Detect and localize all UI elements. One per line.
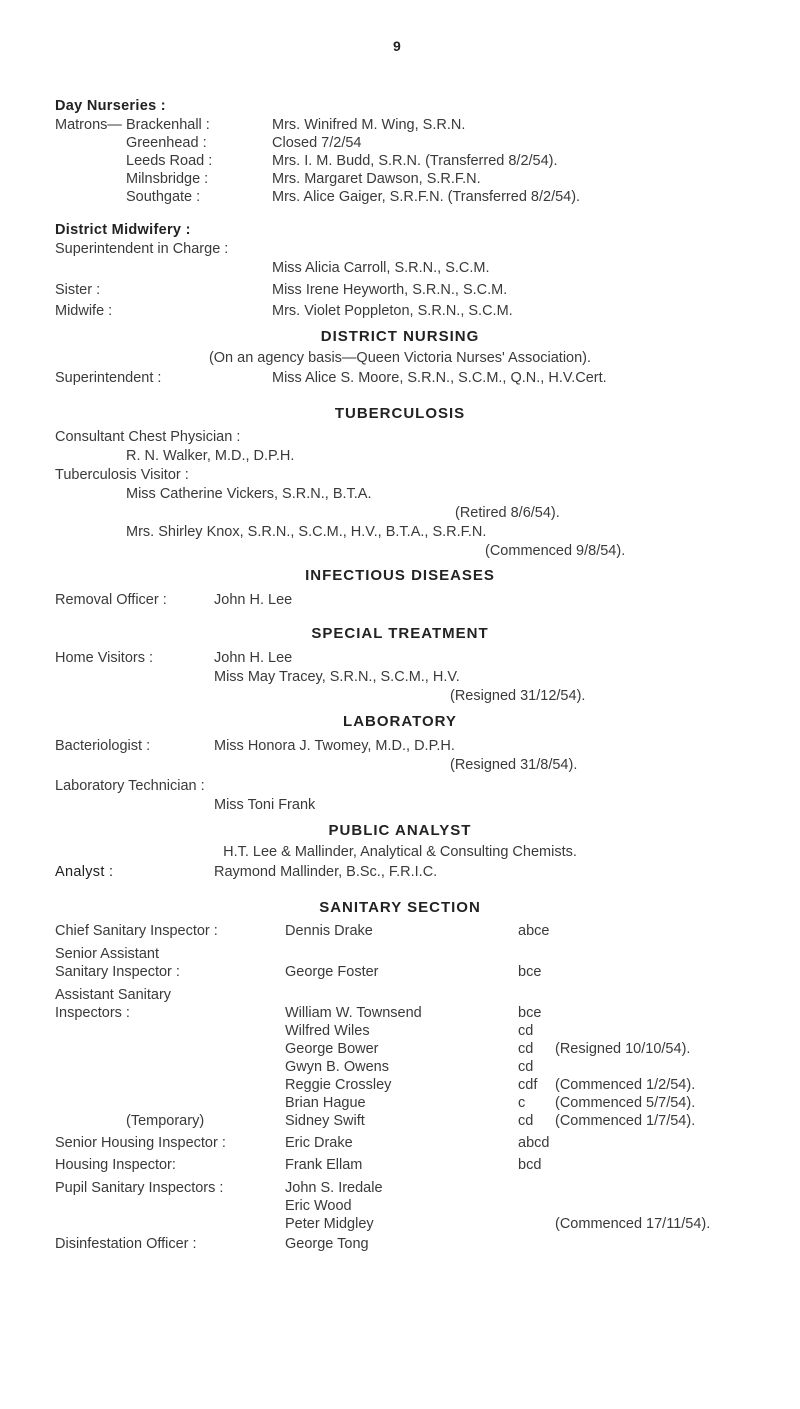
nursery-place: Milnsbridge : <box>126 171 209 187</box>
analyst-firm: H.T. Lee & Mallinder, Analytical & Consulting Chemists. <box>223 844 577 860</box>
disinfestation-label: Disinfestation Officer : <box>55 1236 197 1252</box>
housing-inspector-code: bcd <box>518 1157 542 1173</box>
assistant-inspector-code: cd <box>518 1023 534 1039</box>
special-treatment-heading: SPECIAL TREATMENT <box>311 625 489 642</box>
housing-inspector-label: Housing Inspector: <box>55 1157 176 1173</box>
nursery-matron: Mrs. I. M. Budd, S.R.N. (Transferred 8/2/54). <box>272 153 558 169</box>
pupil-inspector-name: John S. Iredale <box>285 1180 383 1196</box>
nursery-matron: Mrs. Winifred M. Wing, S.R.N. <box>272 117 466 133</box>
district-nursing-note: (On an agency basis—Queen Victoria Nurses' Association). <box>208 350 592 366</box>
nursery-place: Leeds Road : <box>126 153 213 169</box>
removal-officer-name: John H. Lee <box>214 592 293 608</box>
analyst-label: Analyst : <box>55 864 114 880</box>
infectious-diseases-heading: INFECTIOUS DISEASES <box>305 567 495 584</box>
assistant-inspector-code: bce <box>518 1005 542 1021</box>
page-number: 9 <box>393 38 401 54</box>
senior-housing-label: Senior Housing Inspector : <box>55 1135 226 1151</box>
assistant-inspector-name: George Bower <box>285 1041 379 1057</box>
housing-inspector-name: Frank Ellam <box>285 1157 363 1173</box>
assistant-inspector-code: cd <box>518 1113 534 1129</box>
bacteriologist-name: Miss Honora J. Twomey, M.D., D.P.H. <box>214 738 455 754</box>
tb-visitor-note: (Retired 8/6/54). <box>455 505 560 521</box>
chief-inspector-name: Dennis Drake <box>285 923 373 939</box>
pupil-inspector-name: Eric Wood <box>285 1198 352 1214</box>
senior-assistant-code: bce <box>518 964 542 980</box>
temporary-label: (Temporary) <box>126 1113 205 1129</box>
assistant-inspector-name: Sidney Swift <box>285 1113 365 1129</box>
senior-assistant-label: Senior Assistant <box>55 946 159 962</box>
nursing-superintendent-name: Miss Alice S. Moore, S.R.N., S.C.M., Q.N., H.V.Cert. <box>272 370 607 386</box>
public-analyst-heading: PUBLIC ANALYST <box>328 822 472 839</box>
lab-technician-label: Laboratory Technician : <box>55 778 205 794</box>
home-visitor: Miss May Tracey, S.R.N., S.C.M., H.V. <box>214 669 460 685</box>
senior-assistant-label: Sanitary Inspector : <box>55 964 180 980</box>
assistant-inspector-note: (Commenced 5/7/54). <box>555 1095 696 1111</box>
midwifery-superintendent-label: Superintendent in Charge : <box>55 241 229 257</box>
nursing-superintendent-label: Superintendent : <box>55 370 162 386</box>
tb-visitor-note: (Commenced 9/8/54). <box>485 543 626 559</box>
chest-physician-label: Consultant Chest Physician : <box>55 429 241 445</box>
tuberculosis-heading: TUBERCULOSIS <box>334 405 466 422</box>
sister-name: Miss Irene Heyworth, S.R.N., S.C.M. <box>272 282 508 298</box>
tb-visitor: Miss Catherine Vickers, S.R.N., B.T.A. <box>126 486 372 502</box>
senior-assistant-name: George Foster <box>285 964 379 980</box>
assistant-inspector-name: Reggie Crossley <box>285 1077 392 1093</box>
assistant-inspector-name: Wilfred Wiles <box>285 1023 370 1039</box>
midwife-label: Midwife : <box>55 303 113 319</box>
assistant-inspector-code: cdf <box>518 1077 538 1093</box>
laboratory-heading: LABORATORY <box>343 713 457 730</box>
bacteriologist-label: Bacteriologist : <box>55 738 151 754</box>
analyst-name: Raymond Mallinder, B.Sc., F.R.I.C. <box>214 864 438 880</box>
pupil-inspector-name: Peter Midgley <box>285 1216 374 1232</box>
assistant-inspector-code: c <box>518 1095 526 1111</box>
nursery-place: Greenhead : <box>126 135 207 151</box>
midwife-name: Mrs. Violet Poppleton, S.R.N., S.C.M. <box>272 303 513 319</box>
assistant-inspector-name: Gwyn B. Owens <box>285 1059 389 1075</box>
chest-physician-name: R. N. Walker, M.D., D.P.H. <box>126 448 295 464</box>
disinfestation-name: George Tong <box>285 1236 369 1252</box>
home-visitors-label: Home Visitors : <box>55 650 154 666</box>
tb-visitor: Mrs. Shirley Knox, S.R.N., S.C.M., H.V., B.T.A., S.R.F.N. <box>126 524 487 540</box>
tb-visitor-label: Tuberculosis Visitor : <box>55 467 189 483</box>
district-nursing-heading: DISTRICT NURSING <box>320 328 480 345</box>
removal-officer-label: Removal Officer : <box>55 592 167 608</box>
home-visitor-note: (Resigned 31/12/54). <box>450 688 586 704</box>
sanitary-section-heading: SANITARY SECTION <box>319 899 481 916</box>
assistant-inspector-note: (Commenced 1/7/54). <box>555 1113 696 1129</box>
home-visitor: John H. Lee <box>214 650 293 666</box>
nursery-place: Brackenhall : <box>126 117 210 133</box>
nursery-matron: Mrs. Alice Gaiger, S.R.F.N. (Transferred 8/2/54). <box>272 189 581 205</box>
assistant-inspector-name: Brian Hague <box>285 1095 366 1111</box>
bacteriologist-note: (Resigned 31/8/54). <box>450 757 578 773</box>
district-midwifery-heading: District Midwifery : <box>55 222 191 238</box>
pupil-inspector-note: (Commenced 17/11/54). <box>555 1216 711 1232</box>
pupil-inspectors-label: Pupil Sanitary Inspectors : <box>55 1180 224 1196</box>
assistant-inspector-note: (Resigned 10/10/54). <box>555 1041 691 1057</box>
nursery-matron: Mrs. Margaret Dawson, S.R.F.N. <box>272 171 481 187</box>
assistant-inspector-note: (Commenced 1/2/54). <box>555 1077 696 1093</box>
day-nurseries-heading: Day Nurseries : <box>55 98 166 114</box>
assistant-inspectors-label: Assistant Sanitary <box>55 987 172 1003</box>
senior-housing-name: Eric Drake <box>285 1135 353 1151</box>
chief-inspector-code: abce <box>518 923 550 939</box>
assistant-inspector-name: William W. Townsend <box>285 1005 422 1021</box>
assistant-inspector-code: cd <box>518 1041 534 1057</box>
assistant-inspector-code: cd <box>518 1059 534 1075</box>
nursery-place: Southgate : <box>126 189 201 205</box>
matrons-label: Matrons— <box>55 117 122 133</box>
nursery-matron: Closed 7/2/54 <box>272 135 362 151</box>
senior-housing-code: abcd <box>518 1135 550 1151</box>
midwifery-superintendent-name: Miss Alicia Carroll, S.R.N., S.C.M. <box>272 260 490 276</box>
sister-label: Sister : <box>55 282 101 298</box>
assistant-inspectors-label: Inspectors : <box>55 1005 130 1021</box>
lab-technician-name: Miss Toni Frank <box>214 797 316 813</box>
chief-inspector-label: Chief Sanitary Inspector : <box>55 923 218 939</box>
